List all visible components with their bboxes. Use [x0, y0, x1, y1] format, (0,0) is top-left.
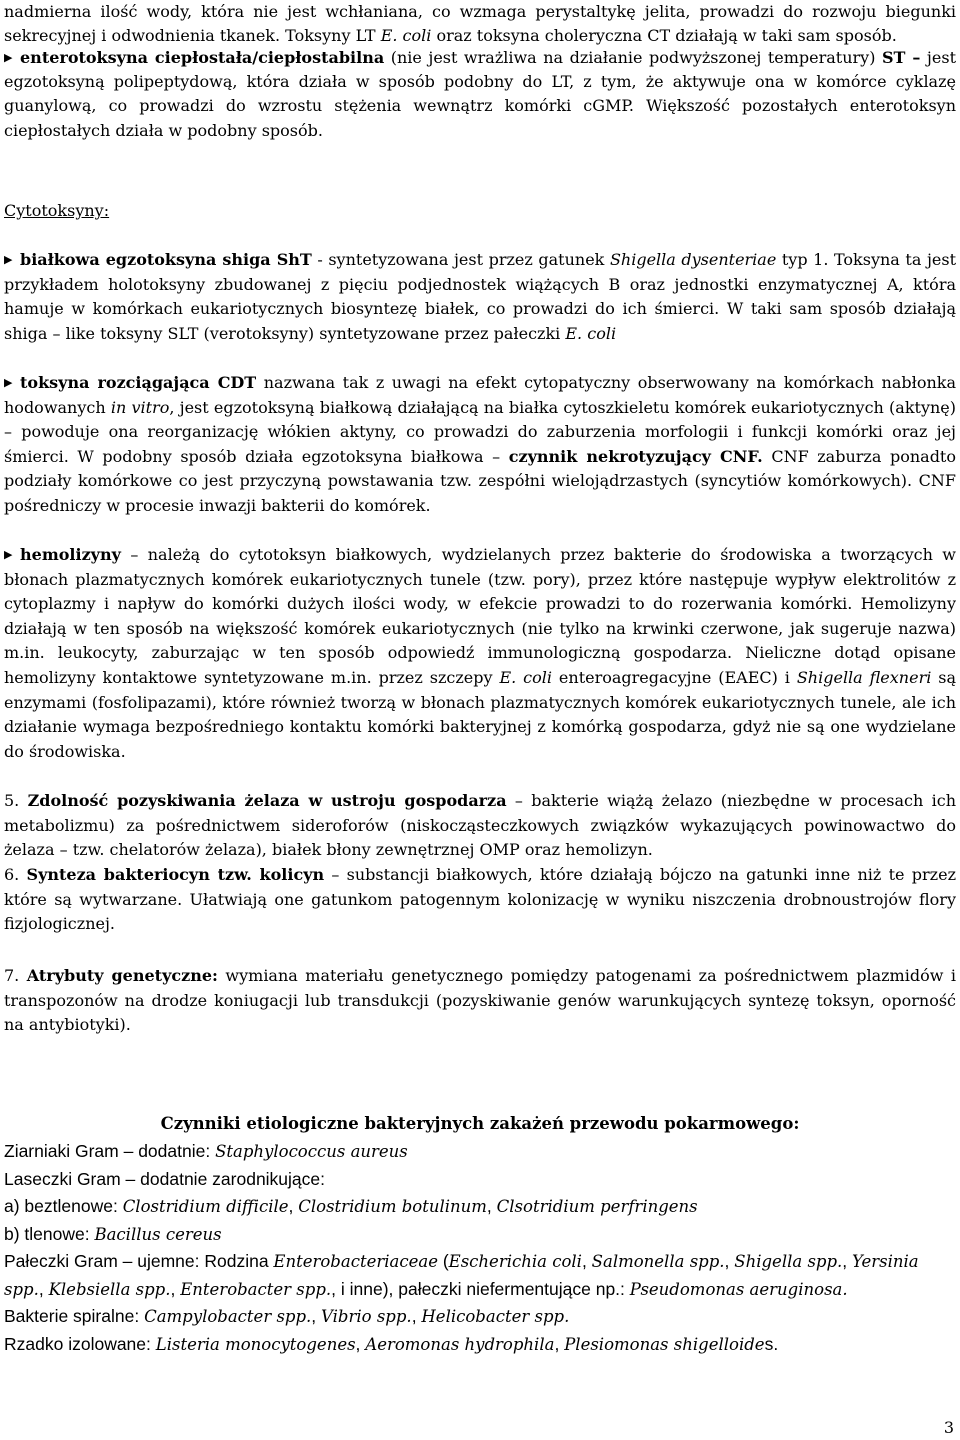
term: Synteza bakteriocyn tzw. kolicyn — [26, 865, 325, 884]
species-name: Escherichia coli — [448, 1252, 582, 1271]
text: enteroagregacyjne (EAEC) i — [552, 667, 797, 687]
list-item — [4, 1248, 956, 1303]
item-number: 6. — [4, 865, 27, 884]
species-name: Clsotridium perfringens — [496, 1197, 698, 1216]
text: wymiana materiału genetycznego pomiędzy patogenami za pośrednictwem plazmidów i transpozonów na drodze koniugacji lub transdukcji (pozyskiwanie genów warunkujących syntezę toksyn, oporność na antybiotyki). — [4, 966, 957, 1035]
text: ( — [437, 1251, 449, 1271]
text: , — [581, 1251, 592, 1271]
text: oraz toksyna choleryczna CT działają w taki sam sposób. — [431, 26, 897, 46]
species-name: Shigella dysenteriae — [609, 250, 777, 269]
paragraph-toxins-intro — [4, 0, 956, 48]
species-name: Aeromonas hydrophila — [365, 1334, 555, 1354]
text: , — [355, 1333, 366, 1354]
term: enterotoksyna ciepłostała/ciepłostabilna — [20, 48, 385, 67]
term: czynnik nekrotyzujący CNF. — [508, 446, 763, 466]
text: , jest egzotoksyną białkową działającą na białka cytoszkieletu komórek eukariotycznych (aktynę) – powoduje ona reorganizację włókien aktyny, co prowadzi do zaburzenia morfologii i funkcji komórki oraz jej śmierci. W podobny sposób działa egzotoksyna białkowa – — [4, 397, 957, 466]
species-name: Plesiomonas shigelloide — [564, 1334, 765, 1354]
species-name: Shigella spp. — [734, 1252, 843, 1271]
term: Atrybuty genetyczne: — [26, 966, 218, 985]
paragraph-iron-acquisition — [4, 789, 956, 863]
text: , — [170, 1278, 181, 1299]
text: , — [311, 1306, 322, 1326]
text: , — [554, 1333, 565, 1354]
paragraph-shiga-toxin — [4, 248, 956, 346]
list-item — [4, 1193, 956, 1221]
paragraph-bacteriocins — [4, 863, 956, 937]
species-name: Clostridium botulinum — [298, 1197, 487, 1216]
text: , i inne), pałeczki niefermentujące np.: — [331, 1278, 630, 1299]
text: (nie jest wrażliwa na działanie podwyższonej temperatury) — [384, 48, 882, 67]
paragraph-st-toxin — [4, 46, 956, 143]
text: , — [724, 1251, 735, 1271]
text: typ 1. Toksyna ta jest przykładem holotoksyny zbudowanej z pięciu podjednostek wiążących B oraz jednostki enzymatycznej A, która hamuje w komórkach eukariotycznych biosyntezę białek, co prowadzi do ich śmierci. W taki sam sposób działają shiga – like toksyny SLT (verotoksyny) syntetyzowane przez pałeczki — [4, 250, 957, 343]
text: – należą do cytotoksyn białkowych, wydzielanych przez bakterie do środowiska a tworzących w błonach plazmatycznych komórek eukariotycznych tunele (tzw. pory), przez które następuje wypływ elektrolitów z cytoplazmy i napływ do komórki dużych ilości wody, w efekcie prowadzi to do rozerwania komórki. Hemolizyny działają w ten sposób na większość komórek eukariotycznych (nie tylko na krwinki czerwone, jak sugeruje nazwa) m.in. leukocyty, zaburzając w ten sposób odpowiedź immunologiczną gospodarza. Nieliczne dotąd opisane hemolizyny kontaktowe syntetyzowane m.in. przez szczepy — [4, 545, 956, 687]
text: – substancji białkowych, które działają bójczo na gatunki inne niż te przez które są wytwarzane. Ułatwiają one gatunkom patogennym kolonizację w wyniku niszczenia drobnoustrojów flory fizjologicznej. — [4, 865, 956, 934]
paragraph-genetic-attributes — [4, 964, 956, 1038]
species-name: Enterobacteriaceae — [273, 1252, 438, 1271]
page-number: 3 — [943, 1418, 954, 1437]
species-name: E. coli — [565, 323, 617, 343]
text: Laseczki Gram – dodatnie zarodnikujące: — [4, 1168, 326, 1189]
text: , — [842, 1251, 853, 1271]
list-item — [4, 1221, 956, 1249]
text: nazwana tak z uwagi na efekt cytopatyczny obserwowany na komórkach nabłonka hodowanych — [4, 373, 957, 417]
term: ST – — [881, 48, 921, 67]
species-name: Helicobacter spp. — [421, 1307, 570, 1326]
text: Bakterie spiralne: — [4, 1306, 145, 1326]
species-name: Listeria monocytogenes — [155, 1334, 356, 1354]
species-name: Clostridium difficile — [122, 1197, 289, 1216]
species-name: E. coli — [380, 26, 432, 46]
etiology-list — [4, 1138, 956, 1358]
item-number: 5. — [4, 791, 28, 810]
text: są enzymami (fosfolipazami), które również tworzą w błonach plazmatycznych komórek eukariotycznych tunele, ale ich działanie wymaga bezpośredniego kontaktu komórki bakteryjnej z komórką gospodarza, gdyż nie są one wydzielane do środowiska. — [4, 667, 957, 761]
section-heading: Czynniki etiologiczne bakteryjnych zakażeń przewodu pokarmowego: — [160, 1114, 800, 1133]
species-name: Bacillus cereus — [94, 1224, 222, 1244]
paragraph-hemolysins — [4, 543, 956, 764]
list-item — [4, 1331, 956, 1359]
text: - syntetyzowana jest przez gatunek — [311, 250, 610, 269]
bullet-icon: ▶ — [4, 51, 13, 64]
text: nadmierna ilość wody, która nie jest wchłaniana, co wzmaga perystaltykę jelita, prowadzi do rozwoju biegunki sekrecyjnej i odwodnienia tkanek. Toksyny LT — [4, 2, 956, 46]
bullet-icon: ▶ — [4, 253, 13, 266]
list-item — [4, 1303, 956, 1331]
list-item — [4, 1138, 956, 1166]
text: b) tlenowe: — [4, 1223, 95, 1244]
cytotoxins-heading — [4, 199, 956, 224]
species-name: Staphylococcus aureus — [215, 1142, 408, 1161]
term: toksyna rozciągająca CDT — [20, 373, 257, 392]
species-name: Shigella flexneri — [796, 667, 932, 687]
species-name: Klebsiella spp. — [48, 1279, 171, 1299]
text: a) beztlenowe: — [4, 1196, 123, 1216]
species-name: Campylobacter spp. — [144, 1307, 312, 1326]
term: Zdolność pozyskiwania żelaza w ustroju gospodarza — [27, 791, 507, 810]
text: CNF zaburza ponadto podziały komórkowe co jest przyczyną powstawania tzw. zespółni wielojądrzastych (syncytiów komórkowych). CNF pośredniczy w procesie inwazji bakterii do komórek. — [4, 446, 956, 515]
latin-term: in vitro — [110, 397, 170, 417]
text: jest egzotoksyną polipeptydową, która działa w sposób podobny do LT, z tym, że aktywuje ona w komórce cyklazę guanylową, co prowadzi do wzrostu stężenia wewnątrz komórki cGMP. Większość pozostałych enterotoksyn ciepłostałych działa w podobny sposób. — [4, 48, 956, 140]
list-item — [4, 1166, 956, 1194]
text: Pałeczki Gram – ujemne: Rodzina — [4, 1251, 274, 1271]
term: hemolizyny — [20, 545, 121, 564]
text: , — [38, 1278, 49, 1299]
species-name: Enterobacter spp. — [180, 1279, 332, 1299]
subheading: Cytotoksyny: — [4, 201, 110, 220]
bullet-icon: ▶ — [4, 376, 13, 389]
text: , — [411, 1306, 422, 1326]
text: s. — [764, 1333, 779, 1354]
text: Ziarniaki Gram – dodatnie: — [4, 1141, 216, 1161]
species-name: Yersinia spp. — [4, 1252, 919, 1299]
term: białkowa egzotoksyna shiga ShT — [20, 250, 312, 269]
item-number: 7. — [4, 966, 27, 985]
text: – bakterie wiążą żelazo (niezbędne w procesach ich metabolizmu) za pośrednictwem sideroforów (niskocząsteczkowych związków wykazujących powinowactwo do żelaza – tzw. chelatorów żelaza), białek błony zewnętrznej OMP oraz hemolizyn. — [4, 791, 957, 860]
species-name: Vibrio spp. — [321, 1307, 412, 1326]
text: , — [486, 1196, 497, 1216]
text: , — [288, 1196, 299, 1216]
species-name: Pseudomonas aeruginosa. — [629, 1279, 848, 1299]
species-name: E. coli — [499, 667, 552, 687]
text: Rzadko izolowane: — [4, 1333, 156, 1354]
species-name: Salmonella spp. — [591, 1252, 725, 1271]
paragraph-cdt-toxin — [4, 371, 956, 519]
bullet-icon: ▶ — [4, 548, 13, 561]
